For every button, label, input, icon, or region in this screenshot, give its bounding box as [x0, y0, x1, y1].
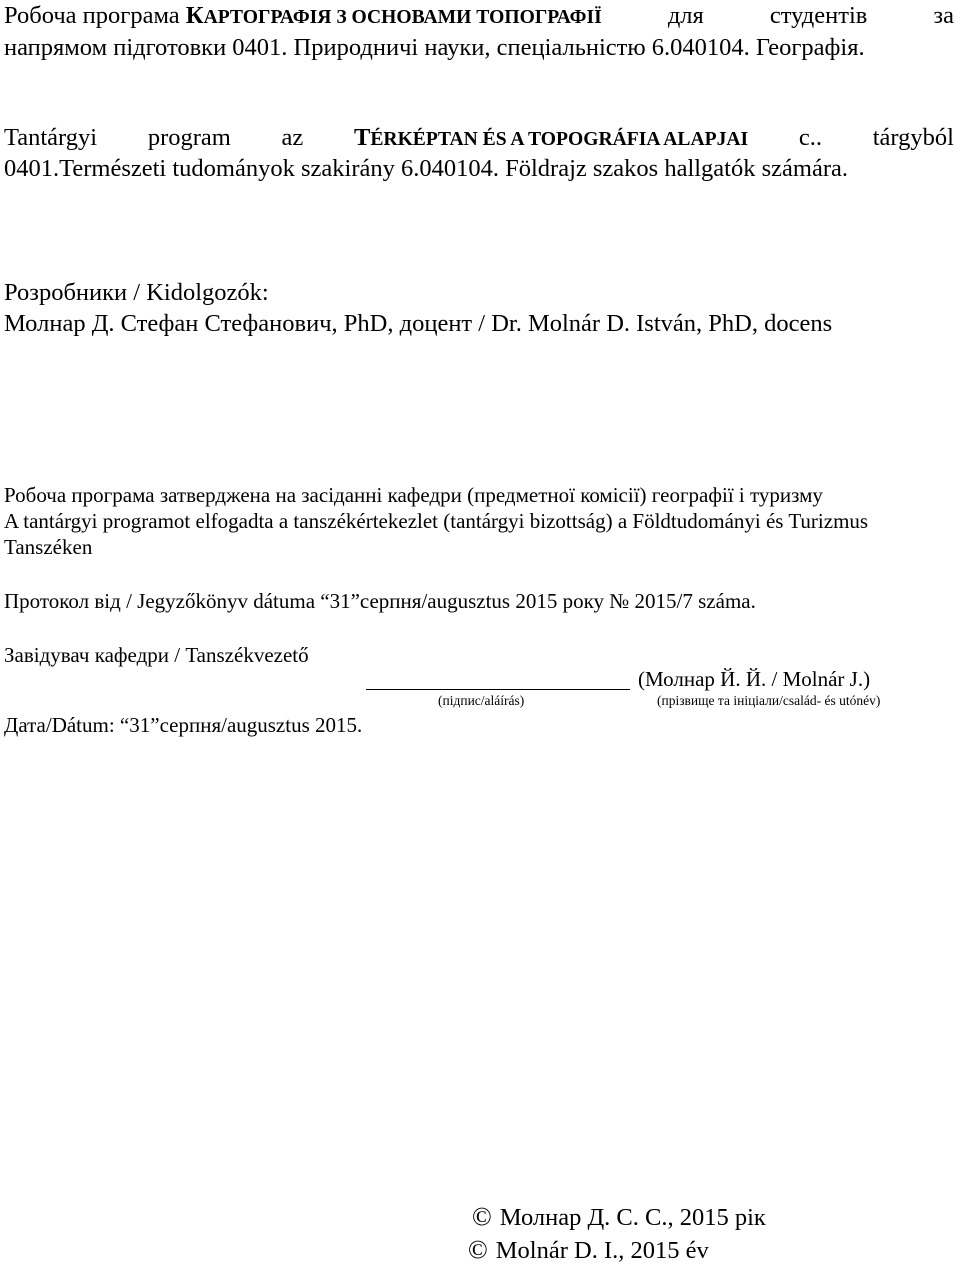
header-hu-title-tail: c..: [798, 124, 822, 151]
approval-line-ua: Робоча програма затверджена на засіданні кафедри (предметної комісії) географії і туризму: [4, 483, 823, 507]
header-hu-line1: [4, 124, 954, 152]
header-ua-prefix: Робоча програма: [4, 2, 180, 29]
header-ua-line1: [4, 2, 954, 30]
header-ua-title-rest: АРТОГРАФІЯ З ОСНОВАМИ ТОПОГРАФІЇ: [203, 7, 602, 28]
copyright-line-ua: [472, 1202, 766, 1232]
header-ua-line2: напрямом підготовки 0401. Природничі науки, спеціальністю 6.040104. Географія.: [4, 34, 865, 61]
copyright-text-ua: Молнар Д. С. С., 2015 рік: [499, 1204, 766, 1231]
header-hu-title-rest: ÉRKÉPTAN ÉS A TOPOGRÁFIA ALAPJAI: [370, 129, 749, 150]
copyright-line-hu: [468, 1235, 709, 1265]
approval-line-hu-cont: Tanszéken: [4, 535, 93, 559]
copyright-icon: ©: [468, 1235, 488, 1264]
developers-label: Розробники / Kidolgozók:: [4, 279, 269, 306]
head-of-department-name: (Молнар Й. Й. / Molnár J.): [638, 667, 871, 691]
header-hu-word: tárgyból: [872, 124, 954, 151]
header-ua-word: студентів: [769, 2, 868, 29]
header-ua-word: за: [933, 2, 954, 29]
signature-line: [366, 665, 630, 690]
header-hu-title-first: T: [354, 124, 371, 151]
header-hu-title: [354, 124, 748, 152]
name-caption: (прізвище та ініціали/család- és utónév): [657, 693, 881, 708]
header-hu-line2: 0401.Természeti tudományok szakirány 6.040104. Földrajz szakos hallgatók számára.: [4, 155, 848, 182]
head-of-department-label: Завідувач кафедри / Tanszékvezető: [4, 643, 309, 667]
copyright-icon: ©: [472, 1202, 492, 1231]
header-hu-word: az: [281, 124, 304, 151]
header-ua-word: для: [667, 2, 704, 29]
header-ua-title: [4, 2, 602, 30]
header-ua-title-first: К: [185, 2, 204, 29]
protocol-text: Протокол від / Jegyzőkönyv dátuma “31”серпня/augusztus 2015 року № 2015/7 száma.: [4, 589, 756, 613]
header-hu-word: program: [147, 124, 231, 151]
signature-caption: (підпис/aláírás): [438, 693, 525, 708]
date-text: Дата/Dátum: “31”серпня/augusztus 2015.: [4, 713, 363, 737]
approval-line-hu: A tantárgyi programot elfogadta a tanszékértekezlet (tantárgyi bizottság) a Földtudományi és Turizmus: [4, 509, 869, 533]
developers-names: Молнар Д. Стефан Стефанович, PhD, доцент / Dr. Molnár D. István, PhD, docens: [4, 310, 833, 337]
header-hu-word: Tantárgyi: [4, 124, 98, 151]
copyright-text-hu: Molnár D. I., 2015 év: [495, 1237, 709, 1264]
